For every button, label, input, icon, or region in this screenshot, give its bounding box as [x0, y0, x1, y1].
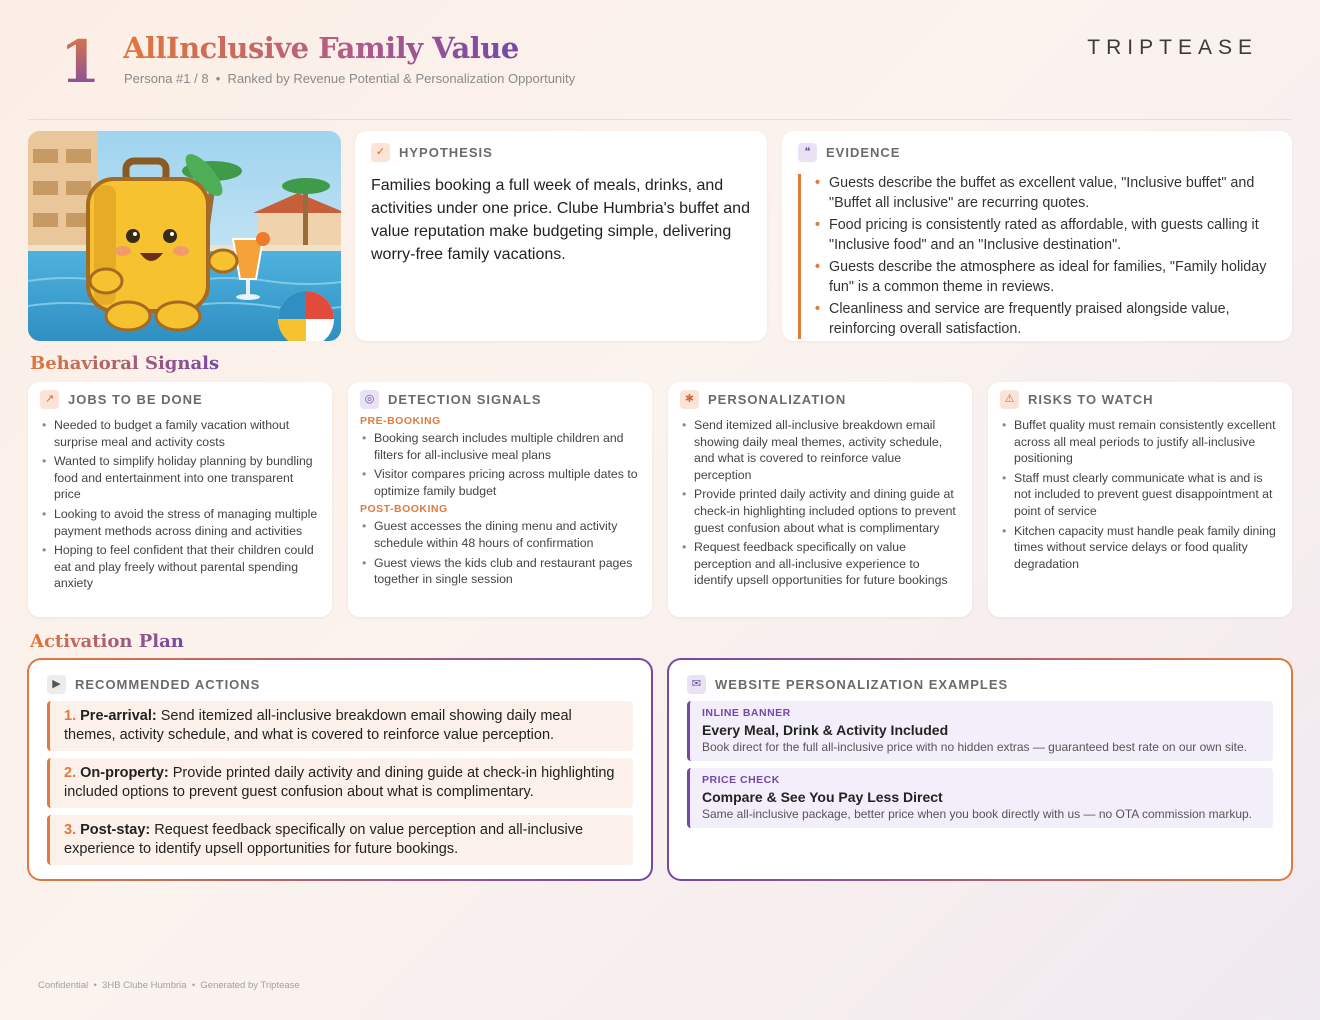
example-type: PRICE CHECK [702, 774, 780, 786]
warning-icon: ⚠ [1000, 390, 1019, 409]
action-lead: Post-stay: [80, 822, 151, 838]
list-item: • Buffet quality must remain consistently excellent across all meal periods to justify all-inclusive positioning [1000, 417, 1280, 467]
header-divider [28, 119, 1292, 120]
recommended-actions-label: RECOMMENDED ACTIONS [75, 677, 261, 692]
action-item [47, 815, 633, 865]
action-lead: Pre-arrival: [80, 708, 157, 724]
jobs-label: JOBS TO BE DONE [68, 392, 203, 407]
example-body: Book direct for the full all-inclusive price with no hidden extras — guaranteed best rate on our own site. [702, 740, 1247, 754]
evidence-item: • Guests describe the buffet as excellent value, "Inclusive buffet" and "Buffet all inclusive" are recurring quotes. [815, 174, 1276, 213]
brand-logo: TRIPTEASE [1087, 36, 1258, 59]
risks-label: RISKS TO WATCH [1028, 392, 1154, 407]
page-subtitle: Persona #1 / 8 • Ranked by Revenue Potential & Personalization Opportunity [124, 71, 576, 86]
page-title: AllInclusive Family Value [123, 31, 519, 65]
action-number: 3. [64, 822, 77, 838]
list-item: • Guest views the kids club and restaurant pages together in single session [360, 555, 640, 588]
web-examples-panel [667, 658, 1293, 881]
risks-card [988, 382, 1292, 617]
example-body: Same all-inclusive package, better price when you book directly with us — no OTA commission markup. [702, 807, 1253, 821]
example-type: INLINE BANNER [702, 707, 791, 719]
trend-arrow-icon: ↗ [40, 390, 59, 409]
evidence-label: EVIDENCE [826, 145, 901, 160]
check-icon: ✓ [371, 143, 390, 162]
example-title: Every Meal, Drink & Activity Included [702, 722, 949, 738]
post-booking-label: POST-BOOKING [360, 503, 448, 516]
detection-label: DETECTION SIGNALS [388, 392, 542, 407]
example-card [687, 701, 1273, 761]
jobs-list [40, 417, 320, 592]
list-item: • Staff must clearly communicate what is and is not included to prevent guest disappointment at point of service [1000, 470, 1280, 520]
behavioral-signals-title: Behavioral Signals [30, 353, 220, 374]
action-text: Provide printed daily activity and dining guide at check-in highlighting included options to prevent guest confusion about what is complimentary. [64, 765, 615, 800]
personalization-label: PERSONALIZATION [708, 392, 847, 407]
action-number: 1. [64, 708, 77, 724]
list-item: • Guest accesses the dining menu and activity schedule within 48 hours of confirmation [360, 518, 640, 551]
target-icon: ◎ [360, 390, 379, 409]
post-booking-list [360, 518, 640, 587]
personalization-list [680, 417, 960, 589]
evidence-card [782, 131, 1292, 341]
evidence-item: • Guests describe the atmosphere as ideal for families, "Family holiday fun" is a common theme in reviews. [815, 258, 1276, 297]
list-item: • Visitor compares pricing across multiple dates to optimize family budget [360, 466, 640, 499]
action-number: 2. [64, 765, 77, 781]
hypothesis-label: HYPOTHESIS [399, 145, 493, 160]
example-card [687, 768, 1273, 828]
hypothesis-card [355, 131, 767, 341]
web-examples-label: WEBSITE PERSONALIZATION EXAMPLES [715, 677, 1009, 692]
play-icon: ▶ [47, 675, 66, 694]
list-item: • Wanted to simplify holiday planning by bundling food and entertainment into one transparent price [40, 453, 320, 503]
envelope-icon: ✉ [687, 675, 706, 694]
jobs-card [28, 382, 332, 617]
list-item: • Hoping to feel confident that their children could eat and play freely without parental spending anxiety [40, 542, 320, 592]
list-item: • Booking search includes multiple children and filters for all-inclusive meal plans [360, 430, 640, 463]
action-text: Request feedback specifically on value perception and all-inclusive experience to identify upsell opportunities for future bookings. [64, 822, 584, 857]
action-item [47, 701, 633, 751]
evidence-item: • Food pricing is consistently rated as affordable, with guests calling it "Inclusive food" and an "Inclusive destination". [815, 216, 1276, 255]
pre-booking-label: PRE-BOOKING [360, 415, 441, 427]
sparkle-icon: ✱ [680, 390, 699, 409]
activation-plan-title: Activation Plan [30, 631, 184, 652]
hypothesis-text: Families booking a full week of meals, drinks, and activities under one price. Clube Humbria's buffet and value reputation make budgeting simple, delivering worry-free family vacations. [371, 177, 750, 263]
risks-list [1000, 417, 1280, 572]
action-text: Send itemized all-inclusive breakdown email showing daily meal themes, activity schedule, and what is covered to reinforce value perception. [64, 708, 572, 743]
list-item: • Needed to budget a family vacation without surprise meal and activity costs [40, 417, 320, 450]
list-item: • Send itemized all-inclusive breakdown email showing daily meal themes, activity schedule, and what is covered to reinforce value perception [680, 417, 960, 483]
evidence-list [798, 174, 1276, 339]
quote-icon: ❝ [798, 143, 817, 162]
list-item: • Kitchen capacity must handle peak family dining times without service delays or food quality degradation [1000, 523, 1280, 573]
persona-rank: 1 [60, 28, 101, 96]
example-title: Compare & See You Pay Less Direct [702, 789, 943, 805]
list-item: • Request feedback specifically on value perception and all-inclusive experience to identify upsell opportunities for future bookings [680, 539, 960, 589]
list-item: • Provide printed daily activity and dining guide at check-in highlighting included options to prevent guest confusion about what is complimentary [680, 486, 960, 536]
persona-illustration [28, 131, 341, 341]
action-lead: On-property: [80, 765, 169, 781]
evidence-item: • Cleanliness and service are frequently praised alongside value, reinforcing overall satisfaction. [815, 300, 1276, 339]
footer: Confidential • 3HB Clube Humbria • Generated by Triptease [38, 980, 300, 991]
list-item: • Looking to avoid the stress of managing multiple payment methods across dining and activities [40, 506, 320, 539]
page-header [0, 0, 1320, 120]
action-item [47, 758, 633, 808]
personalization-card [668, 382, 972, 617]
detection-card [348, 382, 652, 617]
recommended-actions-panel [27, 658, 653, 881]
pre-booking-list [360, 430, 640, 499]
